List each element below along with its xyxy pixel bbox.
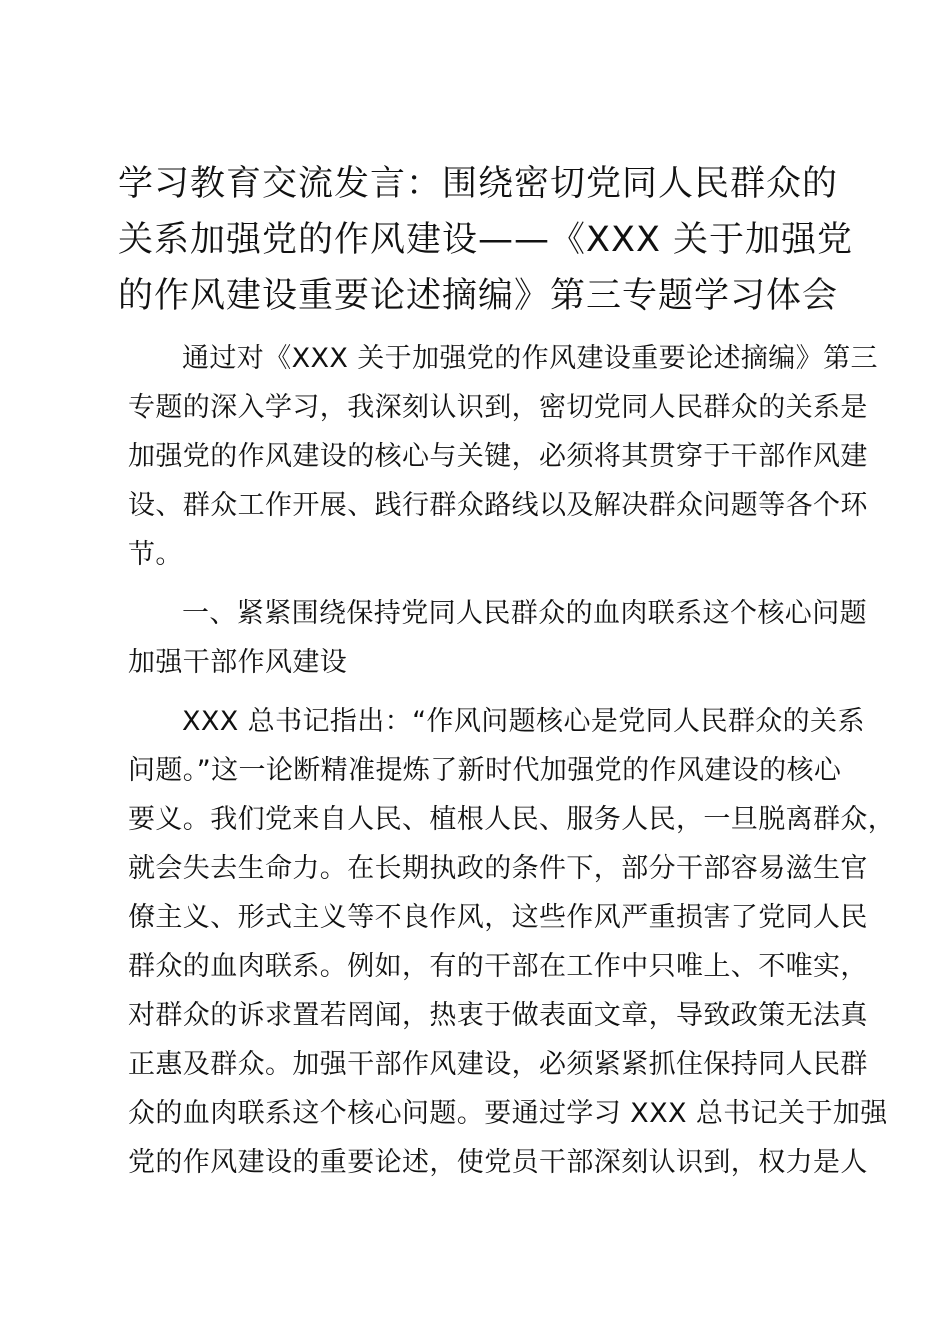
title-line: 的作风建设重要论述摘编》第三专题学习体会 xyxy=(118,276,839,316)
paragraph-line: 众的血肉联系这个核心问题。要通过学习 XXX 总书记关于加强 xyxy=(128,1098,888,1129)
paragraph-line: 僚主义、形式主义等不良作风，这些作风严重损害了党同人民 xyxy=(128,902,868,933)
title-line: 关系加强党的作风建设——《XXX 关于加强党 xyxy=(118,220,854,260)
heading-line: 一、紧紧围绕保持党同人民群众的血肉联系这个核心问题 xyxy=(182,598,867,629)
paragraph-line: 加强党的作风建设的核心与关键，必须将其贯穿于干部作风建 xyxy=(128,441,868,472)
document-body xyxy=(128,334,896,1187)
paragraph-line: 专题的深入学习，我深刻认识到，密切党同人民群众的关系是 xyxy=(128,392,868,423)
paragraph-line: 要义。我们党来自人民、植根人民、服务人民，一旦脱离群众， xyxy=(128,804,896,835)
paragraph-line: 就会失去生命力。在长期执政的条件下，部分干部容易滋生官 xyxy=(128,853,868,884)
heading-line: 加强干部作风建设 xyxy=(128,647,348,678)
paragraph-line: XXX 总书记指出：“作风问题核心是党同人民群众的关系 xyxy=(182,706,865,737)
section-heading xyxy=(128,589,867,687)
paragraph-line: 设、群众工作开展、践行群众路线以及解决群众问题等各个环 xyxy=(128,490,868,521)
paragraph-line: 对群众的诉求置若罔闻，热衷于做表面文章，导致政策无法真 xyxy=(128,1000,868,1031)
document-title xyxy=(118,156,854,324)
paragraph-line: 节。 xyxy=(128,539,183,570)
title-line: 学习教育交流发言：围绕密切党同人民群众的 xyxy=(118,164,839,204)
paragraph-line: 通过对《XXX 关于加强党的作风建设重要论述摘编》第三 xyxy=(182,343,878,374)
paragraph-line: 正惠及群众。加强干部作风建设，必须紧紧抓住保持同人民群 xyxy=(128,1049,868,1080)
paragraph-line: 党的作风建设的重要论述，使党员干部深刻认识到，权力是人 xyxy=(128,1147,868,1178)
paragraph-line: 群众的血肉联系。例如，有的干部在工作中只唯上、不唯实， xyxy=(128,951,868,982)
intro-paragraph xyxy=(128,334,878,579)
paragraph-line: 问题。”这一论断精准提炼了新时代加强党的作风建设的核心 xyxy=(128,755,842,786)
body-paragraph xyxy=(128,697,896,1187)
